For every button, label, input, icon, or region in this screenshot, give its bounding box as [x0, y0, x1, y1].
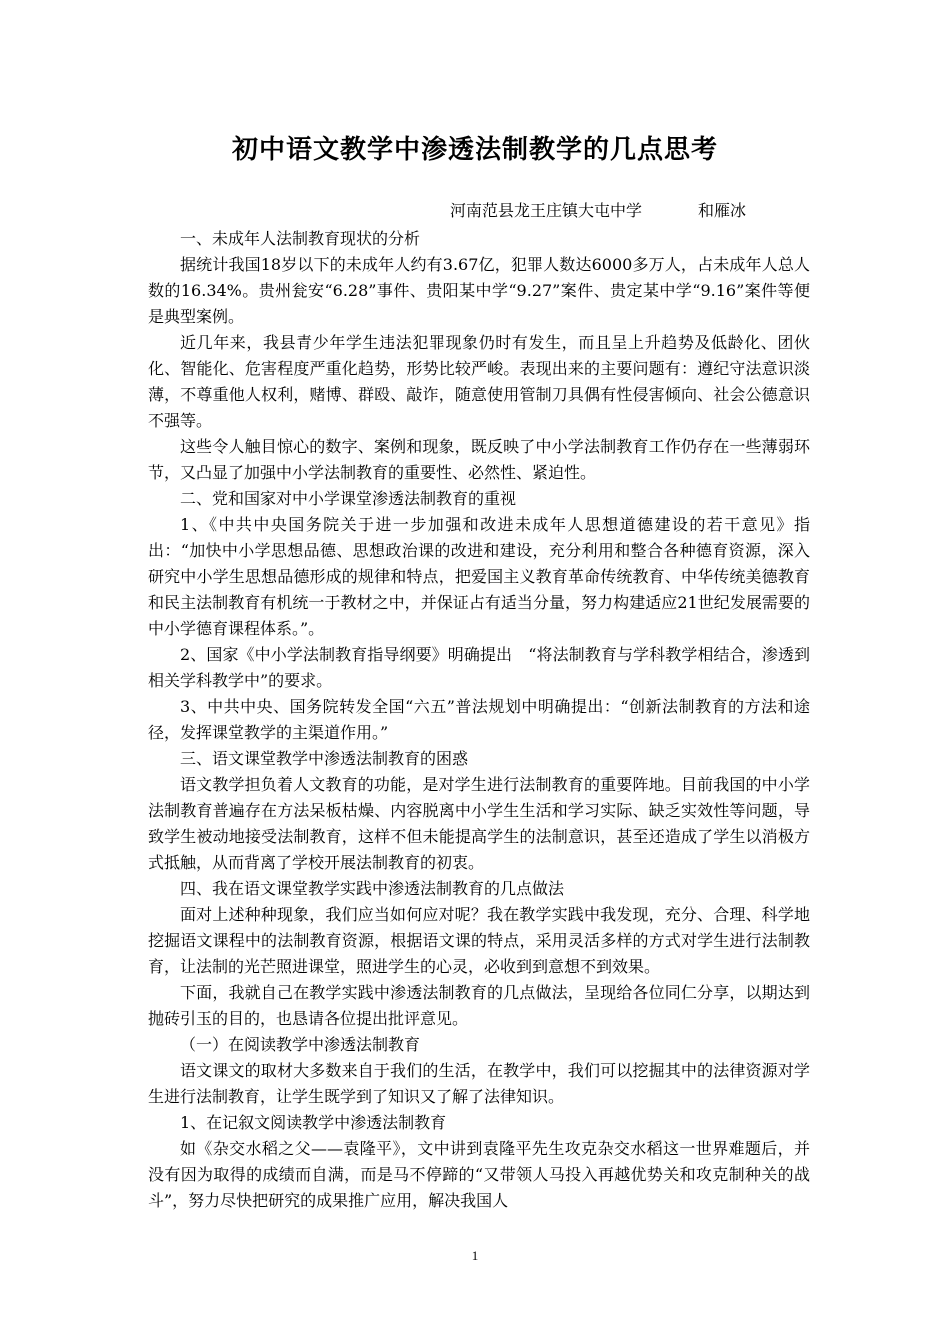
- body-paragraph: 2、国家《中小学法制教育指导纲要》明确提出 “将法制教育与学科教学相结合，渗透到相关学科教学中”的要求。: [148, 645, 810, 690]
- body-paragraph: 语文教学担负着人文教育的功能，是对学生进行法制教育的重要阵地。目前我国的中小学法制教育普遍存在方法呆板枯燥、内容脱离中小学生生活和学习实际、缺乏实效性等问题，导致学生被动地接受法制教育，这样不但未能提高学生的法制意识，甚至还造成了学生以消极方式抵触，从而背离了学校开展法制教育的初衷。: [148, 775, 810, 872]
- subsection-heading: 1、在记叙文阅读教学中渗透法制教育: [180, 1113, 447, 1132]
- body-paragraph: 这些令人触目惊心的数字、案例和现象，既反映了中小学法制教育工作仍存在一些薄弱环节，又凸显了加强中小学法制教育的重要性、必然性、紧迫性。: [148, 437, 810, 482]
- body-paragraph: 据统计我国18岁以下的未成年人约有3.67亿，犯罪人数达6000多万人，占未成年人总人数的16.34%。贵州瓮安“6.28”事件、贵阳某中学“9.27”案件、贵定某中学“9.16”案件等便是典型案例。: [148, 255, 810, 326]
- body-paragraph: 语文课文的取材大多数来自于我们的生活，在教学中，我们可以挖掘其中的法律资源对学生进行法制教育，让学生既学到了知识又了解了法律知识。: [148, 1061, 810, 1106]
- section-heading: 二、党和国家对中小学课堂渗透法制教育的重视: [180, 489, 517, 508]
- section-heading: 四、我在语文课堂教学实践中渗透法制教育的几点做法: [180, 879, 565, 898]
- body-paragraph: 面对上述种种现象，我们应当如何应对呢？我在教学实践中我发现，充分、合理、科学地挖掘语文课程中的法制教育资源，根据语文课的特点，采用灵活多样的方式对学生进行法制教育，让法制的光芒照进课堂，照进学生的心灵，必收到到意想不到效果。: [148, 905, 810, 976]
- document-title: 初中语文教学中渗透法制教学的几点思考: [231, 135, 718, 165]
- subsection-heading: （一）在阅读教学中渗透法制教育: [180, 1035, 421, 1054]
- body-paragraph: 3、中共中央、国务院转发全国“六五”普法规划中明确提出：“创新法制教育的方法和途径，发挥课堂教学的主渠道作用。”: [148, 697, 810, 742]
- body-paragraph: 如《杂交水稻之父——袁隆平》，文中讲到袁隆平先生攻克杂交水稻这一世界难题后，并没有因为取得的成绩而自满，而是马不停蹄的“又带领人马投入再越优势关和攻克制种关的战斗”，努力尽快把研究的成果推广应用，解决我国人: [148, 1139, 810, 1210]
- document-body: [148, 226, 810, 1214]
- byline-school: 河南范县龙王庄镇大屯中学: [450, 201, 643, 220]
- section-heading: 一、未成年人法制教育现状的分析: [180, 229, 421, 248]
- body-paragraph: 近几年来，我县青少年学生违法犯罪现象仍时有发生，而且呈上升趋势及低龄化、团伙化、智能化、危害程度严重化趋势，形势比较严峻。表现出来的主要问题有：遵纪守法意识淡薄，不尊重他人权利，赌博、群殴、敲诈，随意使用管制刀具偶有性侵害倾向、社会公德意识不强等。: [148, 333, 810, 430]
- section-heading: 三、语文课堂教学中渗透法制教育的困惑: [180, 749, 469, 768]
- byline-author: 和雁冰: [698, 201, 747, 220]
- body-paragraph: 下面，我就自己在教学实践中渗透法制教育的几点做法，呈现给各位同仁分享，以期达到抛砖引玉的目的，也恳请各位提出批评意见。: [148, 983, 810, 1028]
- byline: [450, 198, 810, 224]
- page-number: 1: [471, 1248, 479, 1263]
- body-paragraph: 1、《中共中央国务院关于进一步加强和改进未成年人思想道德建设的若干意见》指出：“加快中小学思想品德、思想政治课的改进和建设，充分利用和整合各种德育资源，深入研究中小学生思想品德形成的规律和特点，把爱国主义教育革命传统教育、中华传统美德教育和民主法制教育有机统一于教材之中，并保证占有适当分量，努力构建适应21世纪发展需要的中小学德育课程体系。”。: [148, 515, 810, 638]
